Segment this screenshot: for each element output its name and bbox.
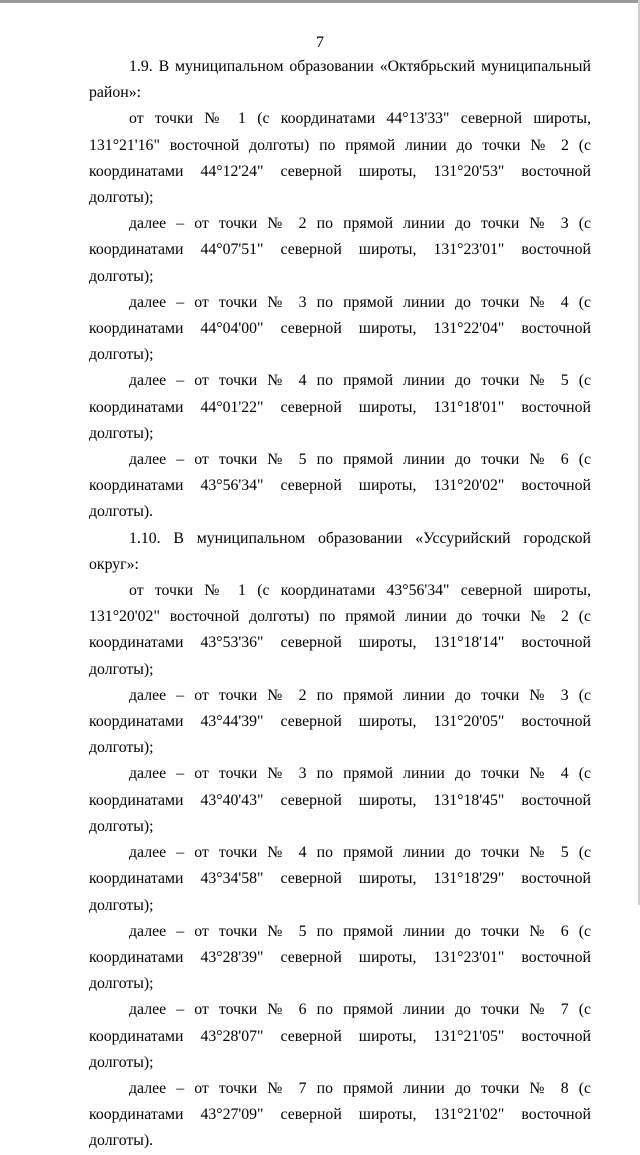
boundary-paragraph: далее – от точки № 5 по прямой линии до точки № 6 (с координатами 43°28'39" северной широты, 131°23'01" восточной долготы); xyxy=(89,922,591,993)
section-heading-1-10: 1.10. В муниципальном образовании «Уссурийский городской округ»: xyxy=(89,529,591,573)
boundary-paragraph: далее – от точки № 2 по прямой линии до точки № 3 (с координатами 44°07'51" северной широты, 131°23'01" восточной долготы); xyxy=(89,215,591,285)
boundary-paragraph: от точки № 1 (с координатами 43°56'34" северной широты, 131°20'02" восточной долготы) по прямой линии до точки № 2 (с координатами 43°53'36" северной широты, 131°18'14" восточной долготы); xyxy=(89,582,591,678)
boundary-paragraph: далее – от точки № 5 по прямой линии до точки № 6 (с координатами 43°56'34" северной широты, 131°20'02" восточной долготы). xyxy=(89,451,591,521)
page-top-border xyxy=(0,0,640,3)
boundary-paragraph: далее – от точки № 3 по прямой линии до точки № 4 (с координатами 43°40'43" северной широты, 131°18'45" восточной долготы); xyxy=(89,765,591,835)
boundary-paragraph: далее – от точки № 3 по прямой линии до точки № 4 (с координатами 44°04'00" северной широты, 131°22'04" восточной долготы); xyxy=(89,293,591,364)
boundary-paragraph: далее – от точки № 6 по прямой линии до точки № 7 (с координатами 43°28'07" северной широты, 131°21'05" восточной долготы); xyxy=(89,1001,591,1071)
boundary-paragraph: от точки № 1 (с координатами 44°13'33" северной широты, 131°21'16" восточной долготы) по прямой линии до точки № 2 (с координатами 44°12'24" северной широты, 131°20'53" восточной долготы); xyxy=(89,110,591,207)
boundary-paragraph: далее – от точки № 2 по прямой линии до точки № 3 (с координатами 43°44'39" северной широты, 131°20'05" восточной долготы); xyxy=(89,686,591,757)
boundary-paragraph: далее – от точки № 4 по прямой линии до точки № 5 (с координатами 44°01'22" северной широты, 131°18'01" восточной долготы); xyxy=(89,372,591,442)
page-number: 7 xyxy=(316,34,324,51)
document-body xyxy=(89,54,591,1155)
boundary-paragraph: далее – от точки № 4 по прямой линии до точки № 5 (с координатами 43°34'58" северной широты, 131°18'29" восточной долготы); xyxy=(89,844,591,914)
section-heading-1-9: 1.9. В муниципальном образовании «Октябрьский муниципальный район»: xyxy=(89,58,591,102)
boundary-paragraph: далее – от точки № 7 по прямой линии до точки № 8 (с координатами 43°27'09" северной широты, 131°21'02" восточной долготы). xyxy=(89,1079,591,1150)
